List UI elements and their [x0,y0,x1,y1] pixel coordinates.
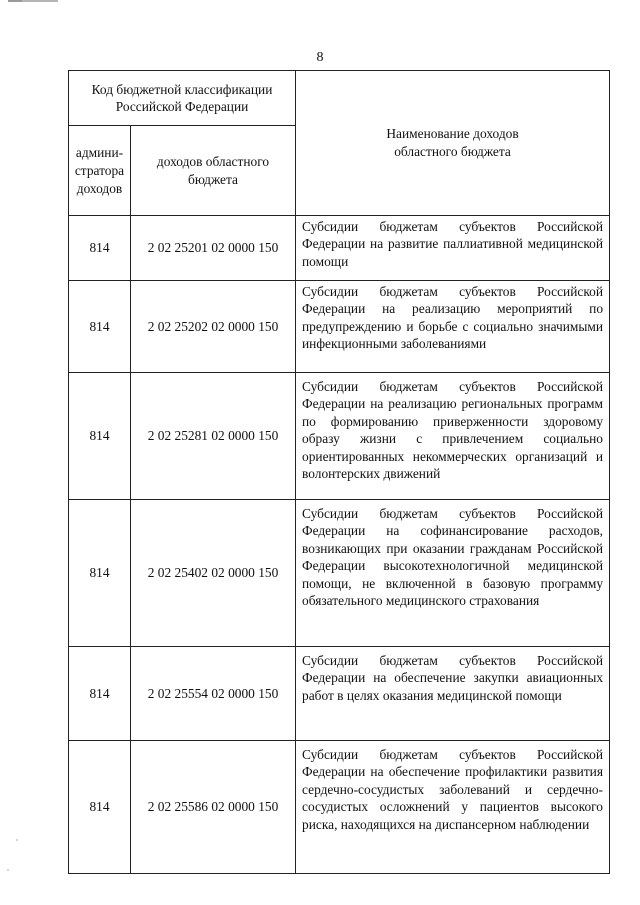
income-name-cell: Субсидии бюджетам субъектов Российской Федерации на софинансирование расходов, возникающих при оказании гражданам Российской Федерации высокотехнологичной медицинской помощи, не включенной в базовую программу обязательного медицинского страхования [296,500,610,647]
income-name-cell: Субсидии бюджетам субъектов Российской Федерации на обеспечение профилактики развития сердечно-сосудистых заболеваний и сердечно-сосудистых осложнений у пациентов высокого риска, находящихся на диспансерном наблюдении [296,741,610,874]
scan-speck [7,869,9,871]
table-row [69,647,610,741]
admin-code-cell: 814 [69,373,131,500]
income-name-cell: Субсидии бюджетам субъектов Российской Федерации на реализацию мероприятий по предупреждению и борьбе с социально значимыми инфекционными заболеваниями [296,281,610,373]
admin-code-cell: 814 [69,500,131,647]
table-row [69,741,610,874]
table-row [69,281,610,373]
code-group-header: Код бюджетной классификации Российской Федерации [69,71,296,126]
admin-column-header [69,126,131,216]
income-code-cell: 2 02 25281 02 0000 150 [131,373,296,500]
income-code-cell: 2 02 25586 02 0000 150 [131,741,296,874]
table-row [69,216,610,281]
income-name-cell: Субсидии бюджетам субъектов Российской Федерации на реализацию региональных программ по формированию приверженности здоровому образу жизни с привлечением социально ориентированных некоммерческих организаций и волонтерских движений [296,373,610,500]
page-number: 8 [316,50,324,65]
income-code-cell: 2 02 25402 02 0000 150 [131,500,296,647]
income-column-header [131,126,296,216]
table-row [69,500,610,647]
name-column-header-text: Наименование доходов областного бюджета [386,126,519,159]
income-code-cell: 2 02 25201 02 0000 150 [131,216,296,281]
income-name-cell: Субсидии бюджетам субъектов Российской Федерации на обеспечение закупки авиационных работ в целях оказания медицинской помощи [296,647,610,741]
income-name-cell: Субсидии бюджетам субъектов Российской Федерации на развитие паллиативной медицинской помощи [296,216,610,281]
scan-speck [16,839,18,841]
name-column-header [296,71,610,216]
admin-column-header-text: админи-стратора доходов [74,144,125,196]
admin-code-cell: 814 [69,647,131,741]
table-header-row [69,71,610,126]
income-code-cell: 2 02 25202 02 0000 150 [131,281,296,373]
admin-code-cell: 814 [69,741,131,874]
income-column-header-text: доходов областного бюджета [156,153,270,187]
budget-classification-table [68,70,610,874]
income-code-cell: 2 02 25554 02 0000 150 [131,647,296,741]
admin-code-cell: 814 [69,216,131,281]
scan-artifact-mark [22,0,58,2]
table-row [69,373,610,500]
admin-code-cell: 814 [69,281,131,373]
